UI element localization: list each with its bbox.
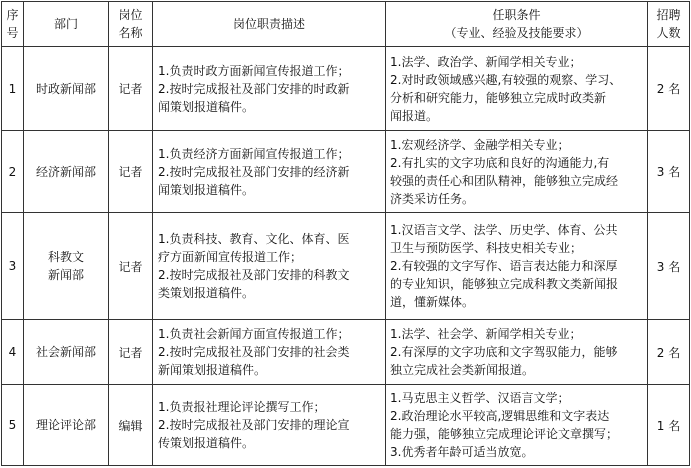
dept-cell: 时政新闻部: [24, 47, 109, 131]
seq-cell: 5: [2, 385, 24, 466]
seq-cell: 3: [2, 213, 24, 320]
duty-cell: 1.负责报社理论评论撰写工作； 2.按时完成报社及部门安排的理论宣 传策划报道稿件。: [153, 385, 386, 466]
header-seq: 序 号: [2, 2, 24, 47]
position-cell: 记者: [109, 213, 153, 320]
headcount-cell: 3 名: [648, 131, 690, 213]
header-requirements: 任职条件 （专业、经验及技能要求）: [386, 2, 648, 47]
requirements-cell: 1.法学、政治学、新闻学相关专业； 2.对时政领域感兴趣,有较强的观察、学习、 分析和研究能力，能够独立完成时政类新 闻报道。: [386, 47, 648, 131]
requirements-cell: 1.汉语言文学、法学、历史学、体育、公共 卫生与预防医学、科技史相关专业； 2.有较强的文字写作、语言表达能力和深厚 的专业知识，能够独立完成科教文类新闻报 道，懂新媒体。: [386, 213, 648, 320]
position-cell: 记者: [109, 320, 153, 385]
position-cell: 记者: [109, 47, 153, 131]
duty-cell: 1.负责时政方面新闻宣传报道工作； 2.按时完成报社及部门安排的时政新 闻策划报道稿件。: [153, 47, 386, 131]
headcount-cell: 1 名: [648, 385, 690, 466]
header-row: [2, 2, 690, 47]
dept-cell: 理论评论部: [24, 385, 109, 466]
duty-cell: 1.负责科技、教育、文化、体育、医 疗方面新闻宣传报道工作； 2.按时完成报社及部门安排的科教文 类策划报道稿件。: [153, 213, 386, 320]
header-position: 岗位 名称: [109, 2, 153, 47]
duty-cell: 1.负责经济方面新闻宣传报道工作； 2.按时完成报社及部门安排的经济新 闻策划报道稿件。: [153, 131, 386, 213]
requirements-cell: 1.马克思主义哲学、汉语言文学； 2.政治理论水平较高,逻辑思维和文字表达 能力强，能够独立完成理论评论文章撰写； 3.优秀者年龄可适当放宽。: [386, 385, 648, 466]
header-dept: 部门: [24, 2, 109, 47]
table-row: [2, 131, 690, 213]
position-cell: 编辑: [109, 385, 153, 466]
recruitment-table: [1, 1, 690, 466]
seq-cell: 1: [2, 47, 24, 131]
requirements-cell: 1.法学、社会学、新闻学相关专业； 2.有深厚的文字功底和文字驾驭能力，能够 独立完成社会类新闻报道。: [386, 320, 648, 385]
header-duty: 岗位职责描述: [153, 2, 386, 47]
table-row: [2, 320, 690, 385]
position-cell: 记者: [109, 131, 153, 213]
table-row: [2, 213, 690, 320]
headcount-cell: 2 名: [648, 320, 690, 385]
duty-cell: 1.负责社会新闻方面宣传报道工作； 2.按时完成报社及部门安排的社会类 新闻策划报道稿件。: [153, 320, 386, 385]
seq-cell: 2: [2, 131, 24, 213]
dept-cell: 经济新闻部: [24, 131, 109, 213]
table-row: [2, 385, 690, 466]
requirements-cell: 1.宏观经济学、金融学相关专业； 2.有扎实的文字功底和良好的沟通能力,有 较强的责任心和团队精神，能够独立完成经 济类采访任务。: [386, 131, 648, 213]
headcount-cell: 2 名: [648, 47, 690, 131]
table-row: [2, 47, 690, 131]
header-headcount: 招聘 人数: [648, 2, 690, 47]
seq-cell: 4: [2, 320, 24, 385]
headcount-cell: 3 名: [648, 213, 690, 320]
dept-cell: 科教文 新闻部: [24, 213, 109, 320]
dept-cell: 社会新闻部: [24, 320, 109, 385]
